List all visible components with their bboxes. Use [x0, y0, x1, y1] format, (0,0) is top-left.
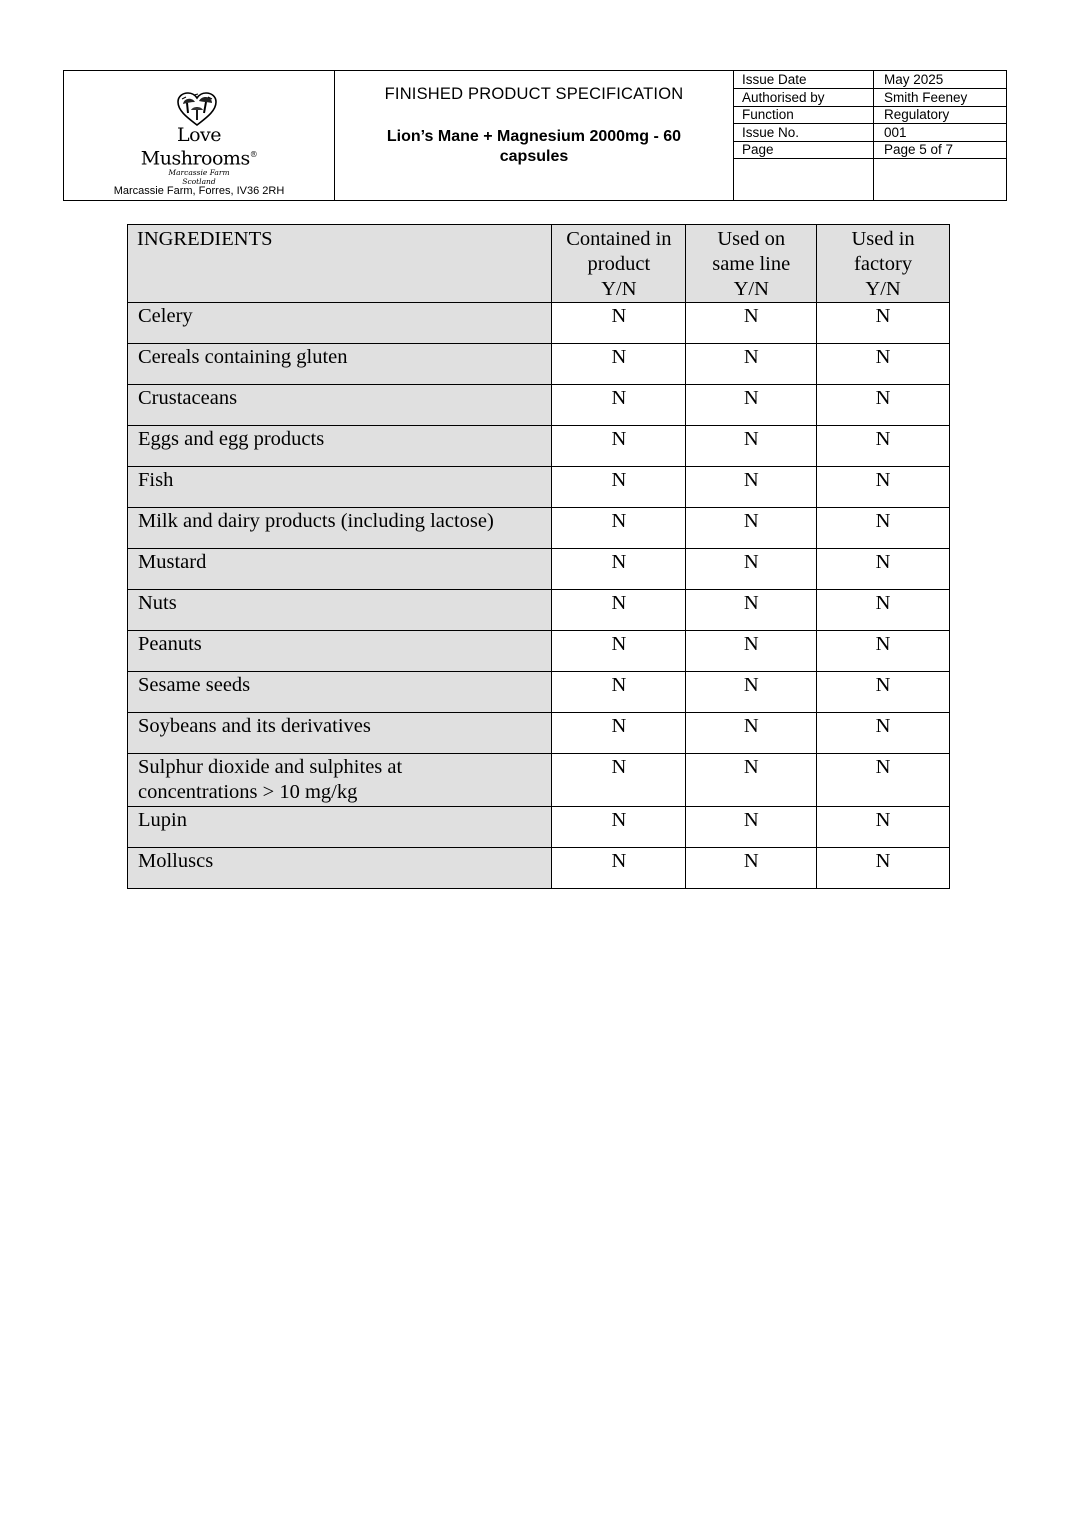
- contained-cell: N: [552, 713, 686, 754]
- ingredient-cell: Lupin: [128, 807, 552, 848]
- contained-cell: N: [552, 754, 686, 807]
- same-line-cell: N: [686, 631, 817, 672]
- ingredient-cell: Sesame seeds: [128, 672, 552, 713]
- same-line-cell: N: [686, 385, 817, 426]
- ingredient-cell: Sulphur dioxide and sulphites at concentrations > 10 mg/kg: [128, 754, 552, 807]
- table-row: [128, 467, 950, 508]
- meta-row-function: Function Regulatory: [734, 106, 1006, 124]
- table-row: [128, 807, 950, 848]
- ingredient-cell: Crustaceans: [128, 385, 552, 426]
- same-line-cell: N: [686, 848, 817, 889]
- table-row: [128, 344, 950, 385]
- table-row: [128, 508, 950, 549]
- factory-cell: N: [817, 713, 950, 754]
- same-line-cell: N: [686, 713, 817, 754]
- table-row: [128, 549, 950, 590]
- factory-cell: N: [817, 549, 950, 590]
- product-name: Lion’s Mane + Magnesium 2000mg - 60 capsules: [386, 128, 682, 165]
- brand-name-line1: Love: [176, 124, 222, 146]
- contained-cell: N: [552, 807, 686, 848]
- contained-cell: N: [552, 631, 686, 672]
- table-row: [128, 590, 950, 631]
- contained-cell: N: [552, 426, 686, 467]
- contained-cell: N: [552, 549, 686, 590]
- contained-cell: N: [552, 303, 686, 344]
- allergen-table: [127, 224, 950, 889]
- brand-tagline: Marcassie Farm Scotland: [168, 168, 230, 186]
- ingredient-cell: Mustard: [128, 549, 552, 590]
- mushroom-heart-logo-icon: [174, 91, 220, 127]
- document-meta-table: [734, 71, 1006, 200]
- contained-cell: N: [552, 508, 686, 549]
- factory-cell: N: [817, 807, 950, 848]
- meta-row-issue-date: Issue Date May 2025: [734, 71, 1006, 89]
- same-line-cell: N: [686, 807, 817, 848]
- ingredient-cell: Eggs and egg products: [128, 426, 552, 467]
- table-header-row: [128, 225, 950, 303]
- contained-cell: N: [552, 385, 686, 426]
- table-row: [128, 848, 950, 889]
- brand-name-line2: Mushrooms®: [140, 147, 258, 170]
- company-address: Marcassie Farm, Forres, IV36 2RH: [113, 185, 285, 197]
- contained-cell: N: [552, 344, 686, 385]
- ingredient-cell: Fish: [128, 467, 552, 508]
- table-row: [128, 303, 950, 344]
- contained-cell: N: [552, 590, 686, 631]
- ingredient-cell: Peanuts: [128, 631, 552, 672]
- ingredient-cell: Milk and dairy products (including lactose): [128, 508, 552, 549]
- factory-cell: N: [817, 426, 950, 467]
- table-row: [128, 426, 950, 467]
- factory-cell: N: [817, 467, 950, 508]
- same-line-cell: N: [686, 508, 817, 549]
- ingredient-cell: Celery: [128, 303, 552, 344]
- ingredient-cell: Cereals containing gluten: [128, 344, 552, 385]
- ingredient-cell: Molluscs: [128, 848, 552, 889]
- same-line-cell: N: [686, 754, 817, 807]
- meta-row-issue-no: Issue No. 001: [734, 124, 1006, 142]
- factory-cell: N: [817, 848, 950, 889]
- meta-row-authorised-by: Authorised by Smith Feeney: [734, 89, 1006, 107]
- factory-cell: N: [817, 672, 950, 713]
- factory-cell: N: [817, 754, 950, 807]
- same-line-cell: N: [686, 549, 817, 590]
- factory-cell: N: [817, 385, 950, 426]
- factory-cell: N: [817, 590, 950, 631]
- contained-cell: N: [552, 672, 686, 713]
- meta-row-page: Page Page 5 of 7: [734, 141, 1006, 159]
- meta-divider: [873, 71, 874, 200]
- same-line-cell: N: [686, 344, 817, 385]
- factory-cell: N: [817, 344, 950, 385]
- ingredient-cell: Nuts: [128, 590, 552, 631]
- same-line-cell: N: [686, 426, 817, 467]
- same-line-cell: N: [686, 672, 817, 713]
- contained-cell: N: [552, 848, 686, 889]
- ingredient-cell: Soybeans and its derivatives: [128, 713, 552, 754]
- same-line-cell: N: [686, 590, 817, 631]
- column-header-contained: Contained in product Y/N: [552, 225, 686, 303]
- same-line-cell: N: [686, 467, 817, 508]
- table-row: [128, 713, 950, 754]
- company-logo-cell: [64, 71, 335, 200]
- factory-cell: N: [817, 508, 950, 549]
- table-row: [128, 631, 950, 672]
- same-line-cell: N: [686, 303, 817, 344]
- table-row: [128, 672, 950, 713]
- document-type: FINISHED PRODUCT SPECIFICATION: [384, 85, 684, 103]
- document-header: [63, 70, 1007, 201]
- factory-cell: N: [817, 303, 950, 344]
- column-header-same-line: Used on same line Y/N: [686, 225, 817, 303]
- table-row: [128, 385, 950, 426]
- column-header-ingredients: INGREDIENTS: [128, 225, 552, 303]
- column-header-factory: Used in factory Y/N: [817, 225, 950, 303]
- contained-cell: N: [552, 467, 686, 508]
- factory-cell: N: [817, 631, 950, 672]
- document-title-cell: [335, 71, 734, 200]
- table-row: [128, 754, 950, 807]
